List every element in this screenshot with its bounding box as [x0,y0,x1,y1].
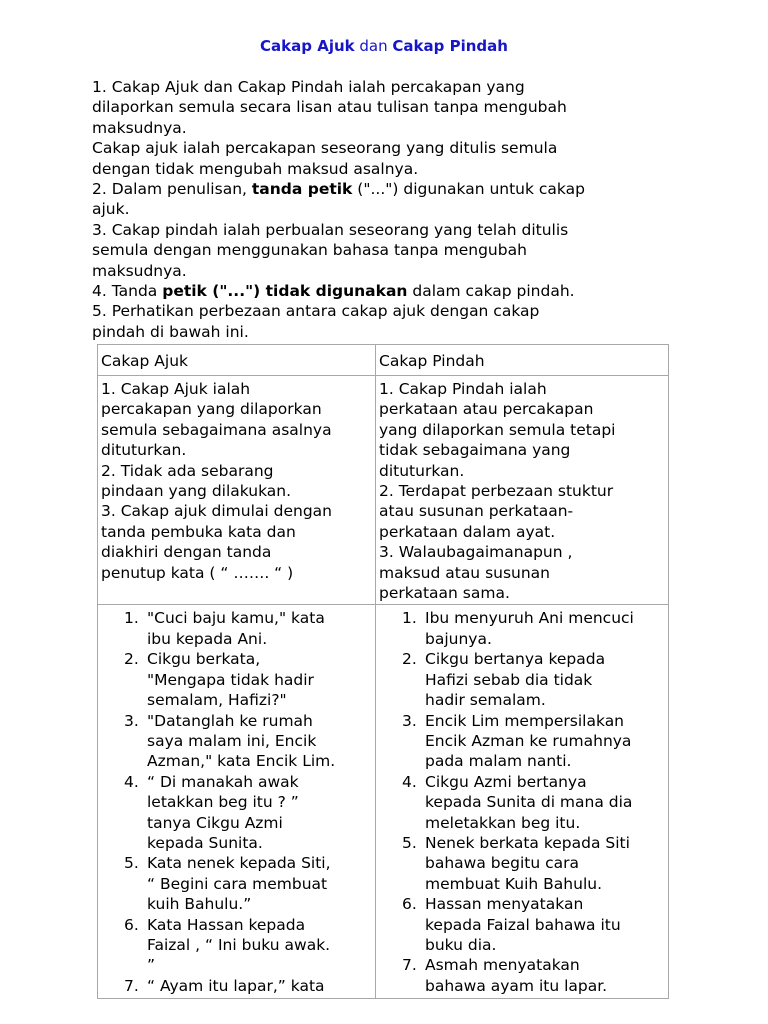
list-item [101,608,375,649]
list-item-line: Kata nenek kepada Siti, [147,854,331,873]
intro-line [92,179,692,199]
definition-cakap-ajuk [98,376,376,605]
intro-line: semula dengan menggunakan bahasa tanpa mengubah [92,241,527,260]
list-item-number: 3. [124,711,139,730]
definition-line: perkataan sama. [379,584,510,603]
list-item-number: 7. [124,976,139,995]
list-item-line: Encik Lim mempersilakan [425,711,625,730]
examples-cakap-ajuk [98,605,376,999]
intro-text-run: dalam cakap pindah. [407,282,575,301]
intro-text [92,77,692,342]
list-item-line: ” [147,956,156,975]
list-item-line: pada malam nanti. [425,752,572,771]
list-item-line: kepada Sunita di mana dia [425,793,633,812]
table-header-row [98,345,669,376]
list-item-number: 5. [124,854,139,873]
comparison-table [97,344,669,999]
list-item-line: Cikgu Azmi bertanya [425,772,587,791]
list-item-line: Faizal , “ Ini buku awak. [147,935,331,954]
list-item-line: hadir semalam. [425,691,546,710]
page-title [0,37,768,55]
list-item-line: saya malam ini, Encik [147,731,317,750]
list-item-line: “ Ayam itu lapar,” kata [147,976,325,995]
title-cakap-ajuk: Cakap Ajuk [260,37,355,55]
list-item-line: kepada Sunita. [147,833,263,852]
list-item-number: 6. [124,915,139,934]
definition-line: penutup kata ( “ ……. “ ) [101,563,294,582]
definition-line: 2. Tidak ada sebarang [101,461,274,480]
list-item-line: Hafizi sebab dia tidak [425,670,593,689]
definition-line: pindaan yang dilakukan. [101,482,292,501]
list-item-line: letakkan beg itu ? ” [147,793,299,812]
header-cakap-pindah: Cakap Pindah [376,345,669,376]
list-item-line: Encik Azman ke rumahnya [425,731,632,750]
list-item-number: 2. [402,650,417,669]
definition-line: tidak sebagaimana yang [379,441,571,460]
list-item-line: Asmah menyatakan [425,956,580,975]
list-item-line: Kata Hassan kepada [147,915,306,934]
list-item-line: "Cuci baju kamu," kata [147,609,325,628]
intro-line: maksudnya. [92,261,187,280]
list-item-line: Azman," kata Encik Lim. [147,752,336,771]
table-row-examples [98,605,669,999]
intro-line: 3. Cakap pindah ialah perbualan seseorang yang telah ditulis [92,220,569,239]
definition-line: 3. Walaubagaimanapun , [379,543,573,562]
title-connector: dan [354,37,393,55]
list-item-line: Cikgu berkata, [147,650,261,669]
list-item [379,833,668,894]
intro-text-run: 2. Dalam penulisan, [92,180,252,199]
intro-text-run: 4. Tanda [92,282,163,301]
list-item [101,976,375,996]
list-item-line: Ibu menyuruh Ani mencuci [425,609,634,628]
definition-cakap-pindah [376,376,669,605]
intro-line [92,281,692,301]
table-row-definitions [98,376,669,605]
list-item-line: "Mengapa tidak hadir [147,670,314,689]
list-item-number: 5. [402,833,417,852]
list-item-number: 4. [402,772,417,791]
intro-line: pindah di bawah ini. [92,322,249,341]
list-item-line: semalam, Hafizi?" [147,691,287,710]
examples-cakap-pindah [376,605,669,999]
examples-list-ajuk [101,608,375,996]
list-item-line: ibu kepada Ani. [147,629,268,648]
definition-line: semula sebagaimana asalnya [101,420,332,439]
list-item-number: 6. [402,895,417,914]
definition-line: tanda pembuka kata dan [101,522,296,541]
definition-line: maksud atau susunan [379,563,551,582]
definition-line: diakhiri dengan tanda [101,543,272,562]
list-item-line: bajunya. [425,629,492,648]
list-item [379,608,668,649]
list-item [379,955,668,996]
definition-line: perkataan atau percakapan [379,400,594,419]
list-item-line: tanya Cikgu Azmi [147,813,283,832]
title-cakap-pindah: Cakap Pindah [392,37,508,55]
list-item-line: kepada Faizal bahawa itu [425,915,621,934]
intro-line: maksudnya. [92,118,187,137]
definition-line: perkataan dalam ayat. [379,522,556,541]
list-item-line: kuih Bahulu.” [147,895,252,914]
definition-line: percakapan yang dilaporkan [101,400,322,419]
intro-line: dengan tidak mengubah maksud asalnya. [92,159,419,178]
list-item-number: 2. [124,650,139,669]
intro-line: dilaporkan semula secara lisan atau tulisan tanpa mengubah [92,98,567,117]
header-cakap-ajuk: Cakap Ajuk [98,345,376,376]
list-item-line: Hassan menyatakan [425,895,584,914]
list-item-line: meletakkan beg itu. [425,813,581,832]
definition-line: yang dilaporkan semula tetapi [379,420,616,439]
intro-line: Cakap ajuk ialah percakapan seseorang yang ditulis semula [92,139,558,158]
list-item-number: 1. [124,609,139,628]
list-item [379,711,668,772]
list-item-line: bahawa begitu cara [425,854,580,873]
list-item [101,772,375,854]
definition-line: dituturkan. [379,461,465,480]
definition-line: 2. Terdapat perbezaan stuktur [379,482,614,501]
definition-line: 1. Cakap Pindah ialah [379,380,547,398]
list-item-line: bahawa ayam itu lapar. [425,976,608,995]
intro-line: ajuk. [92,200,130,219]
definition-line: dituturkan. [101,441,187,460]
definition-line: 3. Cakap ajuk dimulai dengan [101,502,333,521]
intro-line: 5. Perhatikan perbezaan antara cakap ajuk dengan cakap [92,302,540,321]
list-item [101,649,375,710]
definition-line: atau susunan perkataan- [379,502,574,521]
list-item [379,894,668,955]
list-item-line: Cikgu bertanya kepada [425,650,606,669]
list-item-line: membuat Kuih Bahulu. [425,874,603,893]
list-item-line: buku dia. [425,935,497,954]
list-item-number: 1. [402,609,417,628]
list-item [101,853,375,914]
list-item-number: 4. [124,772,139,791]
list-item-line: “ Begini cara membuat [147,874,328,893]
list-item-line: "Datanglah ke rumah [147,711,313,730]
definition-line: 1. Cakap Ajuk ialah [101,380,251,398]
examples-list-pindah [379,608,668,996]
intro-bold-run: petik ("...") tidak digunakan [162,282,408,301]
list-item-line: “ Di manakah awak [147,772,299,791]
intro-text-run: ("...") digunakan untuk cakap [352,180,585,199]
list-item-number: 3. [402,711,417,730]
list-item-number: 7. [402,956,417,975]
intro-line: 1. Cakap Ajuk dan Cakap Pindah ialah percakapan yang [92,78,525,96]
intro-bold-run: tanda petik [251,180,353,199]
list-item [379,772,668,833]
list-item-line: Nenek berkata kepada Siti [425,833,630,852]
list-item [101,915,375,976]
list-item [379,649,668,710]
list-item [101,711,375,772]
